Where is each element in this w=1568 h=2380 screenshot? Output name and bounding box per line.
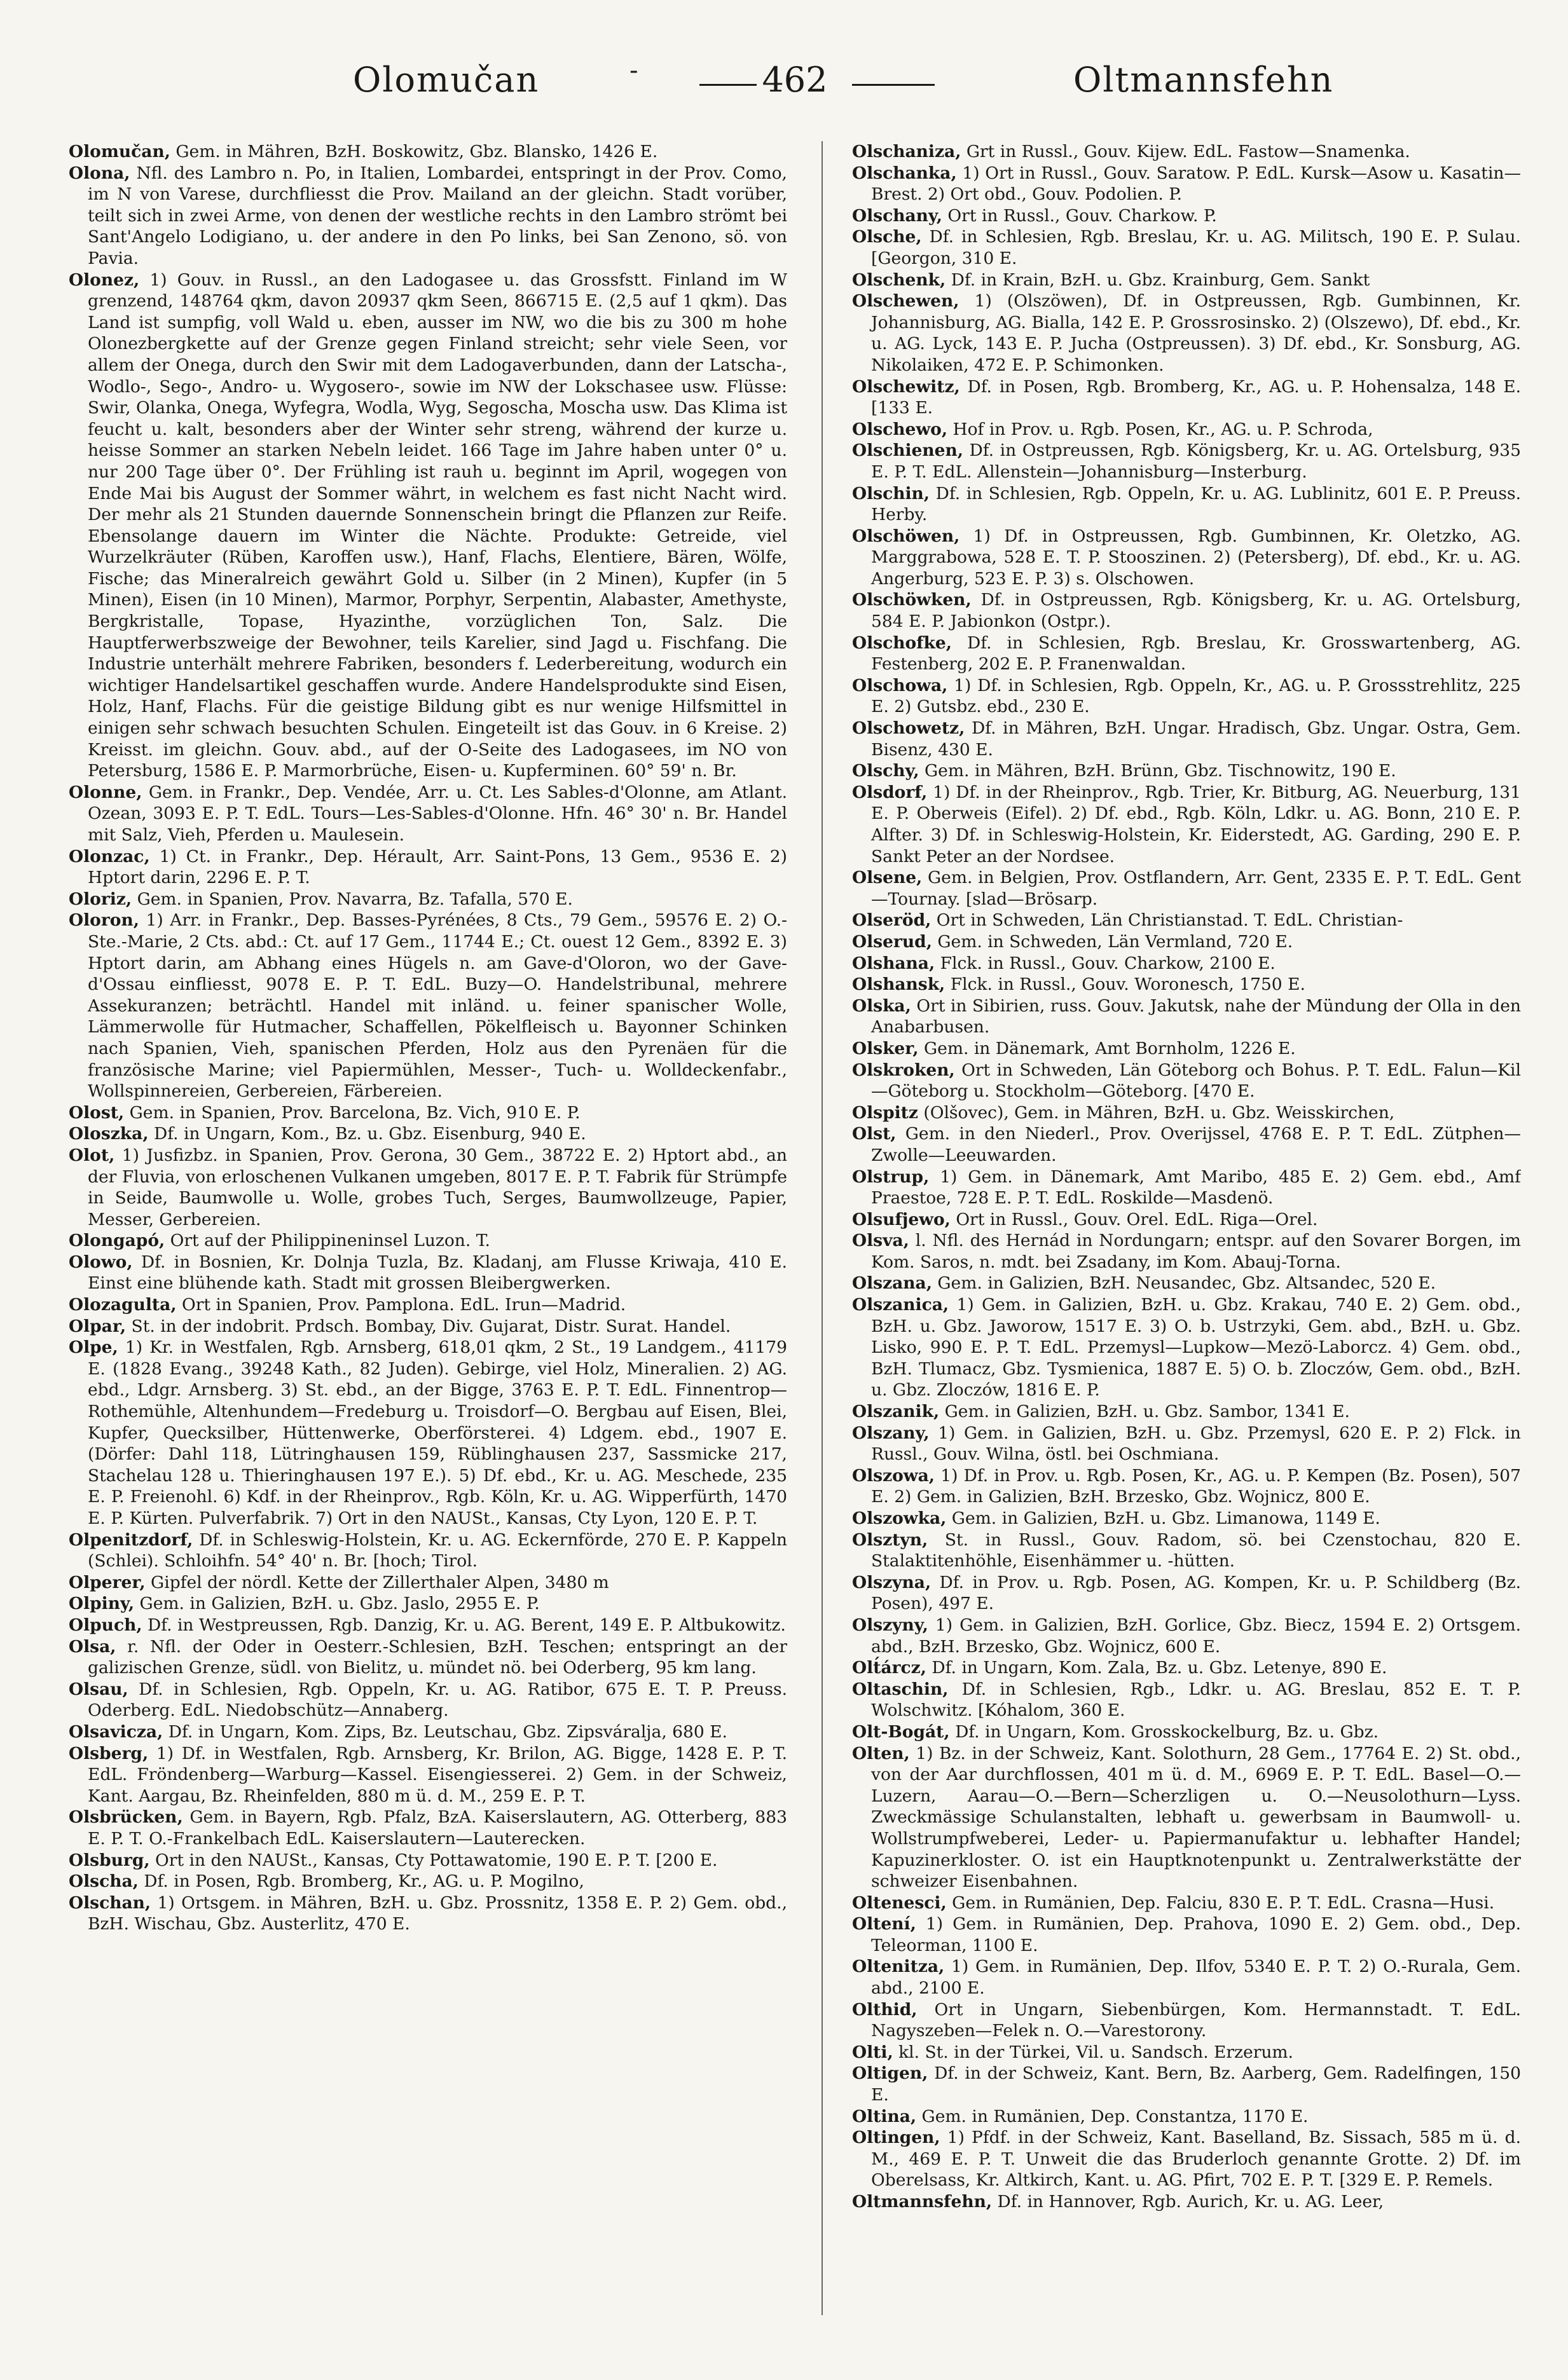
entry-text: 1) Arr. in Frankr., Dep. Basses-Pyrénées, 8 Cts., 79 Gem., 59576 E. 2) O.-Ste.-Marie, 2 Cts. abd.: Ct. auf 17 Gem., 11744 E.; Ct. ouest 12 Gem., 8392 E. 3) Hptort darin, am Abhang eines Hügels n. am Gave-d'Oloron, wo der Gave-d'Ossau einfliesst, 9078 E. P. T. EdL. Buzy—O. Handelstribunal, mehrere Assekuranzen; beträchtl. Handel mit inländ. u. feiner spanischer Wolle, Lämmerwolle für Hutmacher, Schaffellen, Pökelfleisch u. Bayonner Schinken nach Spanien, Vieh, spanischen Pferden, Holz aus den Pyrenäen für die französische Marine; viel Papiermühlen, Messer-, Tuch- u. Wolldeckenfabr., Wollspinnereien, Gerbereien, Färbereien. [88, 910, 787, 1102]
entry-headword: Olsene, [852, 868, 923, 888]
entry-headword: Olst, [852, 1124, 897, 1144]
dictionary-entry [852, 1273, 1521, 1294]
entry-text: Gem. in Frankr., Dep. Vendée, Arr. u. Ct. Les Sables-d'Olonne, am Atlant. Ozean, 3093 E. P. T. EdL. Tours—Les-Sables-d'Olonne. Hfn. 46° 30' n. Br. Handel mit Salz, Vieh, Pferden u. Maulesein. [88, 782, 787, 845]
entry-text: Df. in Schlesien, Rgb. Oppeln, Kr. u. AG. Ratibor, 675 E. T. P. Preuss. Oderberg. EdL. Niedobschütz—Annaberg. [88, 1679, 787, 1721]
entry-headword: Olpuch, [69, 1615, 142, 1635]
dictionary-entry [852, 1615, 1521, 1657]
left-column [69, 141, 787, 2328]
dictionary-entry [69, 1252, 787, 1294]
entry-headword: Olonez, [69, 270, 140, 290]
dictionary-entry [69, 846, 787, 889]
entry-headword: Olsavicza, [69, 1721, 163, 1742]
dictionary-entry [852, 1060, 1521, 1102]
entry-text: 1) Gem. in Galizien, BzH. u. Gbz. Krakau, 740 E. 2) Gem. obd., BzH. u. Gbz. Jaworow, 1517 E. 3) O. b. Ustrzyki, Gem. abd., BzH. u. Gbz. Lisko, 990 E. P. T. EdL. Przemysl—Lupkow—Mezö-Laborcz. 4) Gem. obd., BzH. Tlumacz, Gbz. Tysmienica, 1887 E. 5) O. b. Zloczów, Gem. obd., BzH. u. Gbz. Zloczów, 1816 E. P. [871, 1295, 1521, 1400]
entry-headword: Olsche, [852, 227, 922, 247]
dictionary-entry [852, 589, 1521, 632]
entry-headword: Oltenesci, [852, 1892, 947, 1913]
entry-headword: Olschofke, [852, 633, 952, 653]
entry-headword: Olozagulta, [69, 1295, 177, 1315]
entry-text: 1) Df. in Schlesien, Rgb. Oppeln, Kr., AG. u. P. Grossstrehlitz, 225 E. 2) Gutsbz. ebd., 230 E. [871, 675, 1521, 717]
dictionary-entry [852, 291, 1521, 376]
dictionary-entry [69, 910, 787, 1102]
entry-text: Nfl. des Lambro n. Po, in Italien, Lombardei, entspringt in der Prov. Como, im N von Varese, durchfliesst die Prov. Mailand an der gleichn. Stadt vorüber, teilt sich in zwei Arme, von denen der westliche rechts in den Lambro strömt bei Sant'Angelo Lodigiano, u. der andere in den Po links, bei San Zenono, sö. von Pavia. [88, 163, 787, 268]
entry-headword: Olomučan, [69, 142, 170, 161]
dictionary-entry [852, 1102, 1521, 1124]
entry-text: Df. in der Schweiz, Kant. Bern, Bz. Aarberg, Gem. Radelfingen, 150 E. [871, 2063, 1521, 2105]
entry-headword: Olten, [852, 1743, 910, 1763]
entry-headword: Olschowetz, [852, 718, 965, 739]
entry-headword: Olschany, [852, 205, 942, 226]
dictionary-entry [852, 1529, 1521, 1572]
entry-headword: Olsker, [852, 1038, 919, 1058]
dictionary-entry [852, 1401, 1521, 1423]
entry-headword: Olscha, [69, 1871, 139, 1892]
entry-text: Gem. in Belgien, Prov. Ostflandern, Arr. Gent, 2335 E. P. T. EdL. Gent—Tournay. [slad—Brösarp. [871, 868, 1521, 909]
entry-headword: Olshana, [852, 953, 935, 973]
entry-headword: Olt́árcz, [852, 1658, 926, 1678]
dictionary-entry [852, 1679, 1521, 1721]
dictionary-entry [852, 1465, 1521, 1508]
entry-text: Df. in Westpreussen, Rgb. Danzig, Kr. u. AG. Berent, 149 E. P. Altbukowitz. [142, 1615, 786, 1635]
entry-text: Gem. in Dänemark, Amt Bornholm, 1226 E. [918, 1038, 1296, 1058]
entry-headword: Olschewen, [852, 291, 959, 311]
dictionary-entry [852, 1209, 1521, 1231]
entry-headword: Olstrup, [852, 1166, 930, 1187]
dictionary-entry [852, 376, 1521, 419]
page-header [0, 56, 1568, 107]
entry-text: Df. in Krain, BzH. u. Gbz. Krainburg, Gem. Sankt [946, 270, 1370, 290]
entry-text: St. in Russl., Gouv. Radom, sö. bei Czenstochau, 820 E. Stalaktitenhöhle, Eisenhämmer u. -hütten. [871, 1529, 1521, 1571]
entry-headword: Olseröd, [852, 910, 932, 931]
entry-text: 1) Df. in der Rheinprov., Rgb. Trier, Kr. Bitburg, AG. Neuerburg, 131 E. P. Oberweis (Eifel). 2) Df. ebd., Rgb. Köln, Ldkr. u. AG. Bonn, 210 E. P. Alfter. 3) Df. in Schleswig-Holstein, Kr. Eiderstedt, AG. Garding, 290 E. P. Sankt Peter an der Nordsee. [871, 782, 1521, 866]
entry-text: 1) Df. in Prov. u. Rgb. Posen, Kr., AG. u. P. Kempen (Bz. Posen), 507 E. 2) Gem. in Galizien, BzH. Brzesko, Gbz. Wojnicz, 800 E. [871, 1465, 1521, 1507]
dictionary-entry [852, 1508, 1521, 1529]
entry-headword: Olsdorf, [852, 782, 928, 802]
dictionary-entry [852, 483, 1521, 526]
dictionary-entry [852, 2106, 1521, 2128]
dictionary-entry [69, 1123, 787, 1145]
entry-headword: Olshansk, [852, 975, 946, 995]
dictionary-entry [852, 953, 1521, 975]
entry-text: Ort in Schweden, Län Christianstad. T. EdL. Christian- [931, 910, 1403, 931]
dictionary-entry [852, 675, 1521, 718]
dictionary-entry [69, 1636, 787, 1679]
entry-text: Gem. in den Niederl., Prov. Overijssel, 4768 E. P. T. EdL. Zütphen—Zwolle—Leeuwarden. [871, 1124, 1521, 1165]
entry-text: Df. in Ungarn, Kom. Zala, Bz. u. Gbz. Letenye, 890 E. [926, 1658, 1387, 1678]
entry-headword: Olszyna, [852, 1572, 932, 1592]
entry-headword: Olspitz [852, 1102, 918, 1123]
dictionary-entry [852, 718, 1521, 760]
dictionary-entry [852, 931, 1521, 953]
dictionary-entry [852, 205, 1521, 227]
entry-text: St. in der indobrit. Prdsch. Bombay, Div. Gujarat, Distr. Surat. Handel. [126, 1316, 731, 1336]
entry-headword: Olonzac, [69, 846, 150, 866]
entry-text: 1) Ct. in Frankr., Dep. Hérault, Arr. Saint-Pons, 13 Gem., 9536 E. 2) Hptort darin, 2296 E. P. T. [88, 846, 787, 888]
entry-headword: Olskroken, [852, 1060, 955, 1080]
entry-headword: Olowo, [69, 1252, 133, 1272]
entry-text: Gem. in Spanien, Prov. Barcelona, Bz. Vich, 910 E. P. [124, 1102, 581, 1123]
entry-text: l. Nfl. des Hernád in Nordungarn; entspr. auf den Sovarer Borgen, im Kom. Saros, n. mdt. bei Zsadany, im Kom. Abauj-Torna. [871, 1231, 1521, 1272]
entry-text: Ort in Sibirien, russ. Gouv. Jakutsk, nahe der Mündung der Olla in den Anabarbusen. [871, 995, 1521, 1037]
dictionary-entry [852, 2063, 1521, 2105]
entry-text: 1) Pfdf. in der Schweiz, Kant. Baselland, Bz. Sissach, 585 m ü. d. M., 469 E. P. T. Unweit die das Bruderloch genannte Grotte. 2) Df. im Oberelsass, Kr. Altkirch, Kant. u. AG. Pfirt, 702 E. P. T. [329 E. P. Remels. [871, 2128, 1521, 2191]
entry-headword: Olszanik, [852, 1402, 940, 1422]
entry-text: 1) Gem. in Rumänien, Dep. Ilfov, 5340 E. P. T. 2) O.-Rurala, Gem. abd., 2100 E. [871, 1957, 1521, 1999]
entry-text: Gem. in Galizien, BzH. u. Gbz. Limanowa, 1149 E. [946, 1508, 1380, 1528]
dictionary-entry [852, 440, 1521, 482]
dictionary-entry [852, 974, 1521, 995]
entry-text: Df. in Schlesien, Rgb. Breslau, Kr. u. AG. Militsch, 190 E. P. Sulau. [Georgon, 310 E. [871, 227, 1521, 268]
entry-headword: Olschin, [852, 483, 930, 503]
entry-text: 1) (Olszöwen), Df. in Ostpreussen, Rgb. Gumbinnen, Kr. Johannisburg, AG. Bialla, 142 E. P. Grossrosinsko. 2) (Olszewo), Df. ebd., Kr. u. AG. Lyck, 143 E. P. Jucha (Ostpreussen). 3) Df. ebd., Kr. Sonsburg, AG. Nikolaiken, 472 E. P. Schimonken. [871, 291, 1521, 375]
entry-text: Df. in Schlesien, Rgb. Oppeln, Kr. u. AG. Lublinitz, 601 E. P. Preuss. Herby. [871, 483, 1521, 525]
dictionary-entry [69, 1529, 787, 1572]
entry-headword: Oltigen, [852, 2063, 928, 2084]
entry-text: Df. in Ungarn, Kom., Bz. u. Gbz. Eisenburg, 940 E. [148, 1124, 586, 1144]
entry-headword: Olsau, [69, 1679, 128, 1699]
dictionary-entry [69, 1807, 787, 1849]
entry-headword: Oltmannsfehn, [852, 2192, 993, 2212]
dictionary-entry [852, 1999, 1521, 2042]
running-head-right: Oltmannsfehn [1073, 60, 1334, 100]
dictionary-entry [852, 526, 1521, 590]
dictionary-entry [852, 1657, 1521, 1679]
dictionary-entry [69, 1145, 787, 1230]
entry-text: Gem. in Galizien, BzH. u. Gbz. Sambor, 1341 E. [939, 1402, 1350, 1422]
dictionary-entry [852, 1913, 1521, 1956]
entry-text: Df. in Posen, Rgb. Bromberg, Kr., AG. u. P. Mogilno, [138, 1871, 584, 1892]
dictionary-entry [852, 2191, 1521, 2213]
entry-headword: Oltenitza, [852, 1957, 945, 1977]
entry-headword: Olpenitzdorf, [69, 1529, 193, 1550]
header-dash: - [629, 56, 638, 85]
entry-text: kl. St. in der Türkei, Vil. u. Sandsch. Erzerum. [893, 2042, 1293, 2062]
dictionary-entry [852, 1743, 1521, 1892]
entry-text: 1) Gem. in Dänemark, Amt Maribo, 485 E. 2) Gem. ebd., Amf Praestoe, 728 E. P. T. EdL. Roskilde—Masdenö. [871, 1166, 1521, 1208]
entry-text: 1) Gouv. in Russl., an den Ladogasee u. das Grossfstt. Finland im W grenzend, 148764 qkm, davon 20937 qkm Seen, 866715 E. (2,5 auf 1 qkm). Das Land ist sumpfig, voll Wald u. eben, ausser im NW, wo die bis zu 300 m hohe Olonezbergkette auf der Grenze gegen Finland streicht; sehr viele Seen, vor allem der Onega, durch den Swir mit dem Ladogaverbunden, dann der Latscha-, Wodlo-, Sego-, Andro- u. Wygosero-, sowie im NW der Lokschasee usw. Flüsse: Swir, Olanka, Onega, Wyfegra, Wodla, Wyg, Segoscha, Moscha usw. Das Klima ist feucht u. kalt, besonders aber der Winter sehr streng, während der kurze u. heisse Sommer an starken Nebeln leidet. 166 Tage im Jahre haben unter 0° u. nur 200 Tage über 0°. Der Frühling ist rauh u. beginnt im April, wogegen von Ende Mai bis August der Sommer währt, in welchem es fast nicht Nacht wird. Der mehr als 21 Stunden dauernde Sonnenschein bringt die Pflanzen zur Reife. Ebensolange dauern im Winter die Nächte. Produkte: Getreide, viel Wurzelkräuter (Rüben, Karoffen usw.), Hanf, Flachs, Elentiere, Bären, Wölfe, Fische; das Mineralreich gewährt Gold u. Silber (in 2 Minen), Kupfer (in 5 Minen), Eisen (in 10 Minen), Marmor, Porphyr, Serpentin, Alabaster, Amethyste, Bergkristalle, Topase, Hyazinthe, vorzüglichen Ton, Salz. Die Hauptferwerbszweige der Bewohner, teils Karelier, sind Jagd u. Fischfang. Die Industrie unterhält mehrere Fabriken, besonders f. Lederbereitung, wodurch ein wichtiger Handelsartikel geschaffen wurde. Andere Handelsprodukte sind Eisen, Holz, Hanf, Flachs. Für die geistige Bildung gibt es nur wenige Hilfsmittel in einigen sehr schwach besuchten Schulen. Eingeteilt ist das Gouv. in 6 Kreise. 2) Kreisst. im gleichn. Gouv. abd., auf der O-Seite des Ladogasees, im NO von Petersburg, 1586 E. P. Marmorbrüche, Eisen- u. Kupferminen. 60° 59' n. Br. [88, 270, 787, 781]
dictionary-entry [852, 270, 1521, 291]
dictionary-entry [69, 782, 787, 846]
dictionary-entry [69, 1316, 787, 1337]
entry-text: Ort in Ungarn, Siebenbürgen, Kom. Hermannstadt. T. EdL. Nagyszeben—Felek n. O.—Varestorony. [871, 1999, 1521, 2041]
entry-headword: Olska, [852, 995, 911, 1016]
entry-text: Df. in Ungarn, Kom. Zips, Bz. Leutschau, Gbz. Zipsváralja, 680 E. [163, 1721, 727, 1742]
entry-headword: Oloszka, [69, 1124, 149, 1144]
entry-text: Df. in Posen, Rgb. Bromberg, Kr., AG. u. P. Hohensalza, 148 E. [133 E. [871, 376, 1521, 418]
entry-headword: Olsa, [69, 1636, 116, 1657]
dictionary-entry [852, 995, 1521, 1038]
entry-text: Flck. in Russl., Gouv. Woronesch, 1750 E. [945, 975, 1305, 995]
entry-text: Ort auf der Philippineninsel Luzon. T. [165, 1231, 490, 1251]
entry-text: Df. in Ostpreussen, Rgb. Königsberg, Kr. u. AG. Ortelsburg, 584 E. P. Jabionkon (Ostpr.). [871, 590, 1521, 632]
entry-headword: Olthid, [852, 1999, 918, 2020]
entry-headword: Olschöwen, [852, 526, 960, 546]
dictionary-entry [69, 1337, 787, 1529]
entry-text: Ort in Schweden, Län Göteborg och Bohus. P. T. EdL. Falun—Kil—Göteborg u. Stockholm—Göteborg. [470 E. [871, 1060, 1521, 1102]
entry-headword: Oltina, [852, 2106, 917, 2126]
entry-headword: Olschowa, [852, 675, 948, 695]
entry-headword: Oltingen, [852, 2128, 940, 2148]
header-rule-right [852, 84, 935, 86]
entry-text: Gem. in Galizien, BzH. u. Gbz. Jaslo, 2955 E. P. [134, 1594, 540, 1614]
entry-text: Gem. in Mähren, BzH. Brünn, Gbz. Tischnowitz, 190 E. [919, 761, 1396, 781]
entry-text: 1) Gem. in Rumänien, Dep. Prahova, 1090 E. 2) Gem. obd., Dep. Teleorman, 1100 E. [871, 1914, 1521, 1955]
dictionary-entry [69, 1679, 787, 1721]
dictionary-entry [852, 226, 1521, 269]
entry-headword: Oloriz, [69, 889, 132, 909]
entry-text: Gem. in Rumänien, Dep. Falciu, 830 E. P. T. EdL. Crasna—Husi. [946, 1892, 1495, 1913]
entry-text: Gem. in Rumänien, Dep. Constantza, 1170 E. [916, 2106, 1309, 2126]
dictionary-entry [69, 1871, 787, 1892]
dictionary-entry [852, 2127, 1521, 2191]
dictionary-entry [69, 1102, 787, 1124]
dictionary-entry [69, 1892, 787, 1935]
entry-headword: Olserud, [852, 931, 932, 952]
dictionary-entry [69, 270, 787, 782]
entry-headword: Olpiny, [69, 1594, 135, 1614]
entry-headword: Olsztyn, [852, 1529, 928, 1550]
dictionary-entry [852, 1038, 1521, 1060]
entry-headword: Olszyny, [852, 1615, 928, 1635]
entry-text: Df. in Schleswig-Holstein, Kr. u. AG. Eckernförde, 270 E. P. Kappeln (Schlei). Schloihfn. 54° 40' n. Br. [hoch; Tirol. [88, 1529, 787, 1571]
right-column [852, 141, 1521, 2328]
entry-headword: Olsufjewo, [852, 1209, 951, 1229]
entry-text: Gipfel der nördl. Kette der Zillerthaler Alpen, 3480 m [145, 1572, 609, 1592]
entry-text: 1) Ort in Russl., Gouv. Saratow. P. EdL. Kursk—Asow u. Kasatin—Brest. 2) Ort obd., Gouv. Podolien. P. [871, 163, 1521, 205]
dictionary-entry [852, 910, 1521, 931]
entry-text: Gem. in Mähren, BzH. Boskowitz, Gbz. Blansko, 1426 E. [170, 142, 658, 161]
dictionary-entry [852, 419, 1521, 441]
entry-text: Df. in Prov. u. Rgb. Posen, AG. Kompen, Kr. u. P. Schildberg (Bz. Posen), 497 E. [871, 1572, 1521, 1614]
dictionary-entry [69, 1850, 787, 1871]
running-head-left: Olomučan [353, 60, 540, 100]
entry-headword: Olsva, [852, 1231, 909, 1251]
column-divider [822, 141, 823, 2315]
entry-headword: Oltení, [852, 1914, 916, 1934]
dictionary-entry [69, 163, 787, 270]
entry-text: 1) Jusfizbz. in Spanien, Prov. Gerona, 30 Gem., 38722 E. 2) Hptort abd., an der Fluvia, von erloschenen Vulkanen umgeben, 8017 E. P. T. Fabrik für Strümpfe in Seide, Baumwolle u. Wolle, grobes Tuch, Serges, Baumwollzeuge, Papier, Messer, Gerbereien. [88, 1145, 787, 1229]
dictionary-entry [852, 2042, 1521, 2063]
entry-headword: Olschenk, [852, 270, 946, 290]
entry-text: Gem. in Bayern, Rgb. Pfalz, BzA. Kaiserslautern, AG. Otterberg, 883 E. P. T. O.-Frankelbach EdL. Kaiserslautern—Lauterecken. [88, 1807, 787, 1849]
dictionary-entry [69, 1572, 787, 1594]
entry-text: 1) Gem. in Galizien, BzH. u. Gbz. Przemysl, 620 E. P. 2) Flck. in Russl., Gouv. Wilna, östl. bei Oschmiana. [871, 1423, 1521, 1465]
dictionary-entry [852, 1166, 1521, 1209]
entry-text: Gem. in Galizien, BzH. Neusandec, Gbz. Altsandec, 520 E. [932, 1273, 1436, 1294]
entry-headword: Olpar, [69, 1316, 127, 1336]
entry-text: 1) Ortsgem. in Mähren, BzH. u. Gbz. Prossnitz, 1358 E. P. 2) Gem. obd., BzH. Wischau, Gbz. Austerlitz, 470 E. [88, 1892, 787, 1934]
dictionary-entry [852, 1892, 1521, 1914]
entry-text: 1) Df. in Westfalen, Rgb. Arnsberg, Kr. Brilon, AG. Bigge, 1428 E. P. T. EdL. Fröndenberg—Warburg—Kassel. Eisengiesserei. 2) Gem. in der Schweiz, Kant. Aargau, Bz. Rheinfelden, 880 m ü. d. M., 259 E. P. T. [88, 1743, 787, 1806]
entry-headword: Olschöwken, [852, 590, 972, 610]
entry-text: Ort in den NAUSt., Kansas, Cty Pottawatomie, 190 E. P. T. [200 E. [149, 1850, 718, 1870]
entry-text: Df. in Ungarn, Kom. Grosskockelburg, Bz. u. Gbz. [949, 1721, 1379, 1742]
dictionary-entry [69, 1230, 787, 1252]
dictionary-entry [852, 782, 1521, 867]
entry-headword: Olti, [852, 2042, 893, 2062]
entry-headword: Olot, [69, 1145, 115, 1165]
entry-text: Df. in Mähren, BzH. Ungar. Hradisch, Gbz. Ungar. Ostra, Gem. Bisenz, 430 E. [871, 718, 1521, 760]
dictionary-entry [69, 1721, 787, 1743]
entry-text: Gem. in Spanien, Prov. Navarra, Bz. Tafalla, 570 E. [132, 889, 573, 909]
dictionary-entry [852, 867, 1521, 910]
entry-headword: Olona, [69, 163, 130, 183]
dictionary-entry [852, 1294, 1521, 1401]
entry-text: Ort in Spanien, Prov. Pamplona. EdL. Irun—Madrid. [176, 1295, 626, 1315]
entry-headword: Olpe, [69, 1337, 118, 1358]
dictionary-entry [852, 1721, 1521, 1743]
dictionary-entry [852, 141, 1521, 163]
entry-headword: Olschy, [852, 761, 919, 781]
entry-text: Grt in Russl., Gouv. Kijew. EdL. Fastow—Snamenka. [961, 142, 1410, 161]
entry-headword: Olszana, [852, 1273, 932, 1294]
dictionary-entry [69, 1615, 787, 1636]
entry-headword: Oloron, [69, 910, 139, 931]
entry-text: Gem. in Schweden, Län Vermland, 720 E. [932, 931, 1293, 952]
entry-headword: Olsberg, [69, 1743, 149, 1763]
entry-text: Ort in Russl., Gouv. Orel. EdL. Riga—Orel. [950, 1209, 1318, 1229]
entry-text: Df. in Bosnien, Kr. Dolnja Tuzla, Bz. Kladanj, am Flusse Kriwaja, 410 E. Einst eine blühende kath. Stadt mit grossen Bleibergwerken. [88, 1252, 787, 1294]
page-number: 462 [762, 60, 828, 100]
entry-text: Ort in Russl., Gouv. Charkow. P. [942, 205, 1217, 226]
entry-text: r. Nfl. der Oder in Oesterr.-Schlesien, BzH. Teschen; entspringt an der galizischen Grenze, südl. von Bielitz, u. mündet nö. bei Oderberg, 95 km lang. [88, 1636, 787, 1678]
dictionary-entry [69, 141, 787, 163]
dictionary-entry [852, 633, 1521, 675]
dictionary-entry [852, 1572, 1521, 1615]
entry-headword: Olost, [69, 1102, 125, 1123]
entry-headword: Olszowka, [852, 1508, 947, 1528]
dictionary-entry [852, 1956, 1521, 1999]
entry-headword: Olsburg, [69, 1850, 150, 1870]
entry-headword: Olschanka, [852, 163, 957, 183]
entry-text: 1) Kr. in Westfalen, Rgb. Arnsberg, 618,01 qkm, 2 St., 19 Landgem., 41179 E. (1828 Evang., 39248 Kath., 82 Juden). Gebirge, viel Holz, Mineralien. 2) AG. ebd., Ldgr. Arnsberg. 3) St. ebd., an der Bigge, 3763 E. P. T. EdL. Finnentrop—Rothemühle, Altenhundem—Fredeburg u. Troisdorf—O. Bergbau auf Eisen, Blei, Kupfer, Quecksilber, Hüttenwerke, Oberförsterei. 4) Ldgem. ebd., 1907 E. (Dörfer: Dahl 118, Lütringhausen 159, Rüblinghausen 237, Sassmicke 217, Stachelau 128 u. Thieringhausen 197 E.). 5) Df. ebd., Kr. u. AG. Meschede, 235 E. P. Freienohl. 6) Kdf. in der Rheinprov., Rgb. Köln, Kr. u. AG. Wipperfürth, 1470 E. P. Kürten. Pulverfabrik. 7) Ort in den NAUSt., Kansas, Cty Lyon, 120 E. P. T. [88, 1337, 787, 1528]
entry-headword: Olschaniza, [852, 142, 961, 161]
entry-headword: Olsbrücken, [69, 1807, 183, 1828]
entry-text: Df. in Hannover, Rgb. Aurich, Kr. u. AG. Leer, [992, 2192, 1384, 2212]
entry-headword: Olschewo, [852, 419, 948, 439]
entry-text: Df. in Schlesien, Rgb., Ldkr. u. AG. Breslau, 852 E. T. P. Wolschwitz. [Kóhalom, 360 E. [871, 1679, 1521, 1721]
dictionary-entry [69, 1294, 787, 1316]
entry-text: Df. in Schlesien, Rgb. Breslau, Kr. Grosswartenberg, AG. Festenberg, 202 E. P. Franenwaldan. [871, 633, 1521, 674]
entry-headword: Olperer, [69, 1572, 146, 1592]
entry-text: Hof in Prov. u. Rgb. Posen, Kr., AG. u. P. Schroda, [947, 419, 1373, 439]
entry-headword: Olonne, [69, 782, 142, 802]
entry-text: Df. in Ostpreussen, Rgb. Königsberg, Kr. u. AG. Ortelsburg, 935 E. P. T. EdL. Allenstein—Johannisburg—Insterburg. [871, 441, 1521, 482]
dictionary-entry [852, 1423, 1521, 1465]
entry-headword: Olschewitz, [852, 376, 960, 397]
entry-headword: Oltaschin, [852, 1679, 949, 1699]
entry-headword: Olszanica, [852, 1295, 949, 1315]
entry-headword: Olt-Bogát, [852, 1721, 950, 1742]
entry-headword: Olschan, [69, 1892, 151, 1913]
dictionary-entry [852, 1230, 1521, 1273]
entry-text: 1) Gem. in Galizien, BzH. Gorlice, Gbz. Biecz, 1594 E. 2) Ortsgem. abd., BzH. Brzesko, Gbz. Wojnicz, 600 E. [871, 1615, 1521, 1657]
entry-text: Flck. in Russl., Gouv. Charkow, 2100 E. [935, 953, 1276, 973]
entry-text: (Olšovec), Gem. in Mähren, BzH. u. Gbz. Weisskirchen, [918, 1102, 1395, 1123]
page-number-wrap [674, 60, 916, 100]
dictionary-entry [852, 163, 1521, 205]
entry-headword: Olszowa, [852, 1465, 935, 1486]
entry-text: 1) Bz. in der Schweiz, Kant. Solothurn, 28 Gem., 17764 E. 2) St. obd., von der Aar durchflossen, 401 m ü. d. M., 6969 E. P. T. EdL. Basel—O.—Luzern, Aarau—O.—Bern—Scherzligen u. O.—Neusolothurn—Lyss. Zweckmässige Schulanstalten, lebhaft u. gewerbsam in Baumwoll- u. Wollstrumpfweberei, Leder- u. Papiermanufaktur u. lebhafter Handel; Kapuzinerkloster. O. ist ein Hauptknotenpunkt u. Zentralwerkstätte der schweizer Eisenbahnen. [871, 1743, 1521, 1892]
dictionary-entry [852, 1123, 1521, 1166]
dictionary-entry [852, 760, 1521, 782]
dictionary-entry [69, 1743, 787, 1807]
entry-headword: Olongapó, [69, 1231, 165, 1251]
dictionary-entry [69, 1593, 787, 1615]
entry-headword: Olschienen, [852, 441, 964, 461]
dictionary-entry [69, 889, 787, 910]
entry-text: 1) Df. in Ostpreussen, Rgb. Gumbinnen, Kr. Oletzko, AG. Marggrabowa, 528 E. T. P. Stooszinen. 2) (Petersberg), Df. ebd., Kr. u. AG. Angerburg, 523 E. P. 3) s. Olschowen. [871, 526, 1521, 589]
entry-headword: Olszany, [852, 1423, 930, 1443]
